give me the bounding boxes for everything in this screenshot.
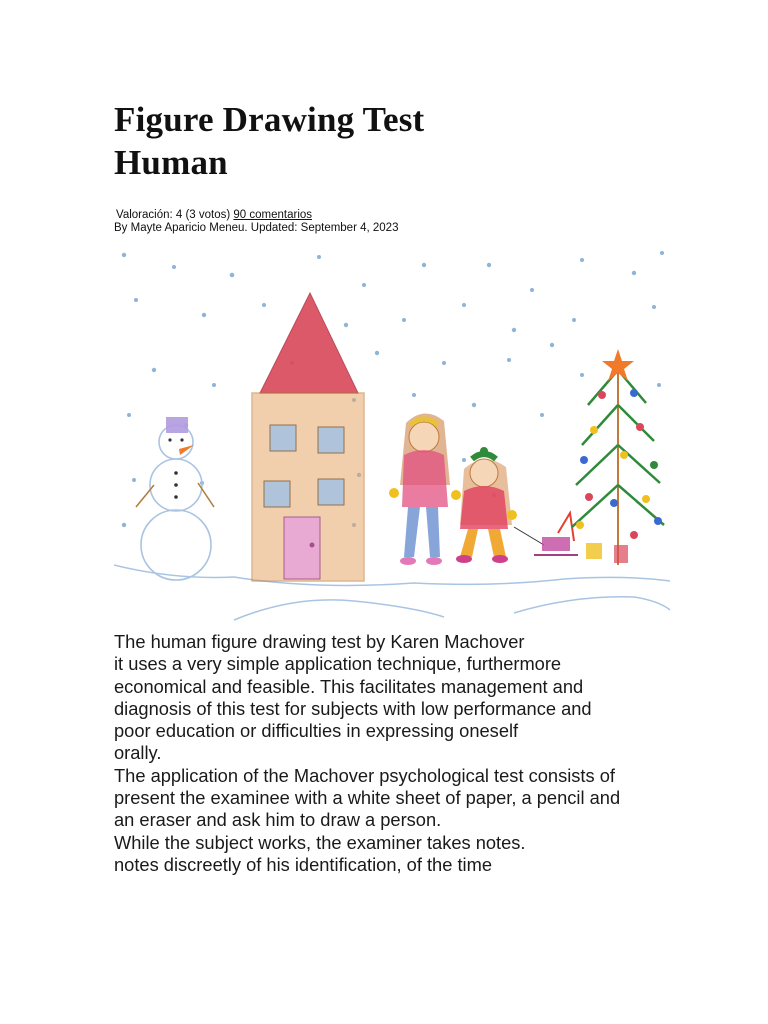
- body-line: The application of the Machover psychological test consists of: [114, 764, 615, 786]
- body-line: economical and feasible. This facilitates management and: [114, 675, 584, 697]
- body-line: an eraser and ask him to draw a person.: [114, 809, 442, 831]
- body-line: diagnosis of this test for subjects with low performance and: [114, 697, 592, 719]
- page-title: [114, 98, 694, 184]
- girl-figure: [389, 413, 461, 565]
- christmas-tree: [572, 349, 664, 565]
- body-line: The human figure drawing test by Karen Machover: [114, 631, 525, 652]
- body-line: orally.: [114, 742, 162, 764]
- article-body: [114, 631, 694, 876]
- comments-link[interactable]: 90 comentarios: [233, 209, 313, 221]
- body-line: While the subject works, the examiner takes notes.: [114, 831, 526, 853]
- byline: By Mayte Aparicio Meneu. Updated: September 4, 2023: [114, 222, 399, 234]
- rating-line: [114, 209, 694, 222]
- body-line: it uses a very simple application technique, furthermore: [114, 653, 562, 675]
- house: [252, 293, 364, 581]
- body-line: present the examinee with a white sheet of paper, a pencil and: [114, 787, 621, 809]
- child-drawing-illustration: [114, 245, 670, 625]
- snowman: [136, 417, 214, 580]
- rating-text: Valoración: 4 (3 votos): [116, 209, 231, 221]
- child-figure: [456, 447, 517, 563]
- article-meta: [114, 209, 694, 235]
- article: [114, 98, 694, 876]
- sled: [514, 513, 578, 555]
- title-line-1: Figure Drawing Test: [114, 100, 425, 139]
- title-line-2: Human: [114, 143, 228, 182]
- body-line: poor education or difficulties in expressing oneself: [114, 720, 519, 742]
- snowflakes: [122, 251, 664, 527]
- body-line: notes discreetly of his identification, of the time: [114, 853, 493, 875]
